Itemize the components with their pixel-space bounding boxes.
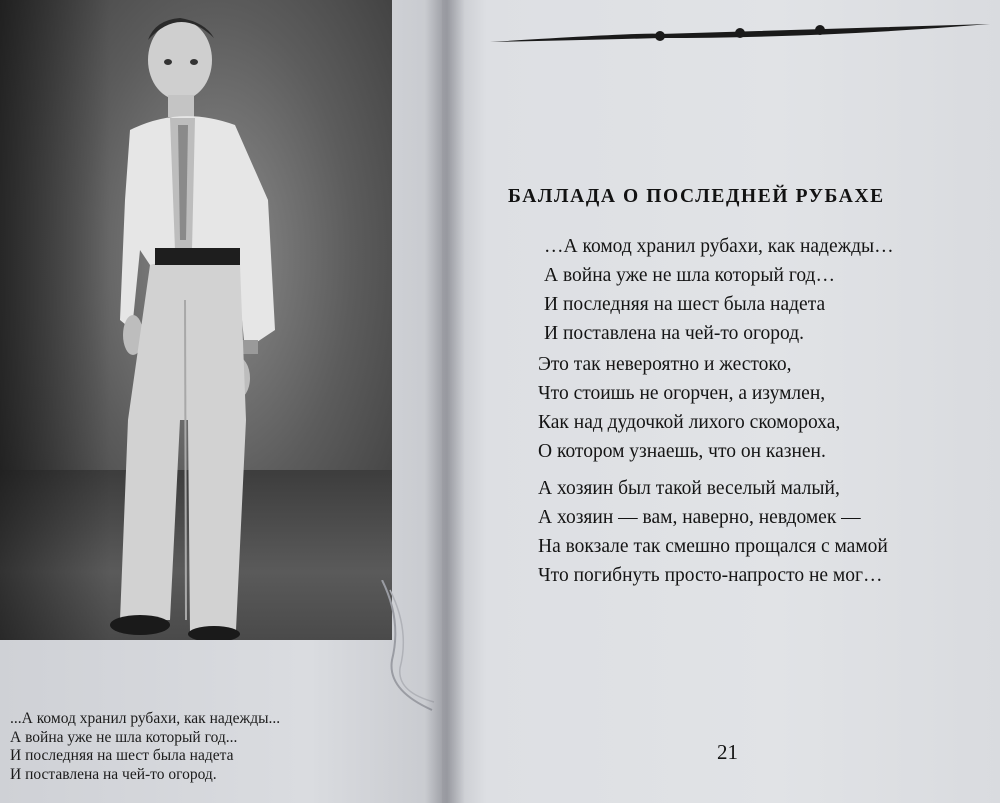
- stanza-3: [538, 474, 888, 590]
- boy-figure: [0, 0, 392, 640]
- caption-line: ...А комод хранил рубахи, как надежды...: [10, 710, 281, 727]
- poem-line: На вокзале так смешно прощался с мамой: [538, 536, 888, 557]
- poem-line: Что погибнуть просто-напросто не мог…: [538, 565, 883, 586]
- poem-line: А война уже не шла который год…: [544, 265, 835, 286]
- poem-line: И поставлена на чей-то огород.: [544, 323, 804, 344]
- caption-line: А война уже не шла который год...: [10, 728, 238, 746]
- caption-line: И последняя на шест была надета: [10, 747, 234, 764]
- caption-line: И поставлена на чей-то огород.: [10, 765, 217, 783]
- poem-line: Что стоишь не огорчен, а изумлен,: [538, 383, 826, 404]
- left-page: [0, 0, 442, 803]
- poem-line: А хозяин — вам, наверно, невдомек —: [538, 507, 861, 528]
- poem-line: О котором узнаешь, что он казнен.: [538, 441, 826, 462]
- boy-photograph: [0, 0, 392, 640]
- decorative-rule: [490, 22, 1000, 52]
- poem-line: И последняя на шест была надета: [544, 294, 826, 315]
- stanza-1: [544, 232, 894, 348]
- poem-line: …А комод хранил рубахи, как надежды…: [544, 236, 894, 257]
- book-gutter: [425, 0, 465, 803]
- poem-line: Это так невероятно и жестоко,: [538, 354, 792, 375]
- poem-line: Как над дудочкой лихого скомороха,: [538, 412, 841, 433]
- photo-caption: [10, 710, 410, 784]
- stanza-2: [538, 350, 840, 466]
- poem-line: А хозяин был такой веселый малый,: [538, 478, 840, 499]
- poem-title: БАЛЛАДА О ПОСЛЕДНЕЙ РУБАХЕ: [508, 186, 885, 207]
- page-number: 21: [717, 740, 738, 764]
